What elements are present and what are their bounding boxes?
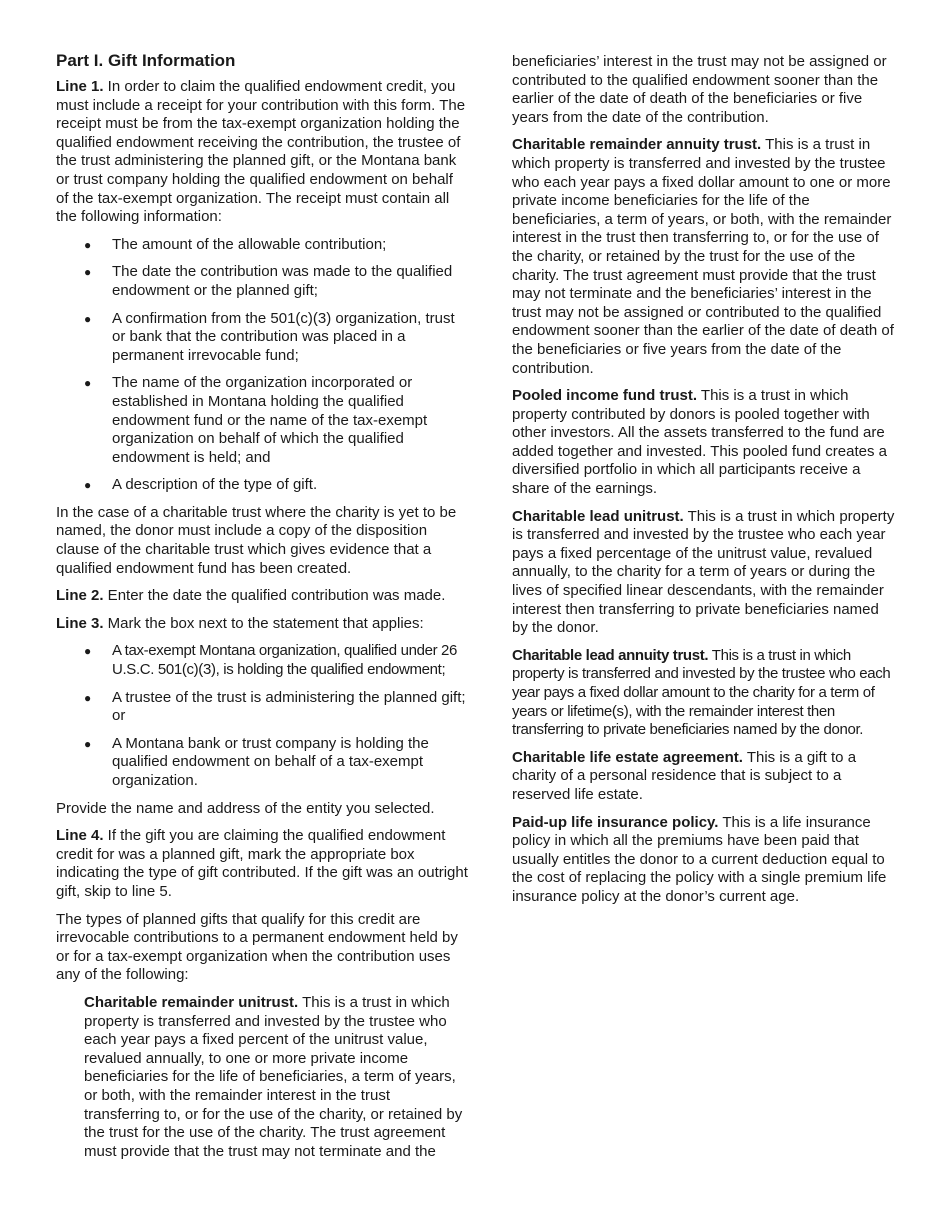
clut-text: This is a trust in which property is transferred and invested by the trustee who each year pays a fixed percentage of the unitrust value, revalued annually, to the charity for a term of years or during the lives of specified linear descendants, with the remainder interest then transferring to private beneficiaries named by the donor. bbox=[512, 507, 895, 637]
crat-paragraph bbox=[512, 136, 896, 378]
line2-label: Line 2. bbox=[56, 587, 104, 605]
trust-note-paragraph: In the case of a charitable trust where the charity is yet to be named, the donor must include a copy of the disposition clause of the charitable trust which gives evidence that a qualified endowment fund has been created. bbox=[56, 503, 457, 577]
pift-text: This is a trust in which property contributed by donors is pooled together with other investors. All the assets transferred to the fund are added together and invested. This pooled fund creates a diversified portfolio in which all participants receive a share of the earnings. bbox=[512, 387, 887, 498]
clea-paragraph bbox=[512, 749, 896, 805]
line4-text: If the gift you are claiming the qualified endowment credit for was a planned gift, mark the appropriate box indicating the type of gift contributed. If the gift was an outright gift, skip to line 5. bbox=[56, 827, 468, 900]
crat-text: This is a trust in which property is transferred and invested by the trustee who each year pays a fixed dollar amount to one or more private income beneficiaries for the life of the beneficiaries, a term of years, or both, with the remainder interest in the trust then transferring to, or for the use of the charity, or retained by the trust for the use of the charity. The trust agreement must provide that the trust may not terminate and the beneficiaries’ interest in the trust may not be assigned or contributed to the qualified endowment sooner than the earlier of the date of death of the beneficiaries or five years from the date of the contribution. bbox=[512, 136, 894, 377]
planned-gift-types-paragraph: The types of planned gifts that qualify for this credit are irrevocable contributions to a permanent endowment held by or for a tax-exempt organization when the contribution uses any of the following: bbox=[56, 910, 458, 984]
clat-label: Charitable lead annuity trust. bbox=[512, 646, 709, 664]
list-item: ● The name of the organization incorporated or established in Montana holding the qualified endowment fund or the name of the tax-exempt organization on behalf of which the qualified endowment is held; and bbox=[56, 374, 468, 467]
pift-label: Pooled income fund trust. bbox=[512, 387, 698, 405]
list-item: ● A description of the type of gift. bbox=[56, 476, 468, 495]
section-heading: Part I. Gift Information bbox=[56, 51, 236, 70]
crut-text: This is a trust in which property is transferred and invested by the trustee who each year pays a fixed percent of the unitrust value, revalued annually, to one or more private income beneficiaries for the life of beneficiaries, a term of years, or both, with the remainder interest in the trust transferring to, or for the use of the charity, or retained by the trust for the use of the charity. The trust agreement must provide that the trust may not terminate and the bbox=[84, 993, 463, 1160]
line1-label: Line 1. bbox=[56, 78, 104, 95]
line4-paragraph bbox=[56, 827, 468, 901]
line3-label: Line 3. bbox=[56, 614, 104, 632]
pulip-paragraph bbox=[512, 814, 896, 907]
line1-paragraph bbox=[56, 78, 468, 227]
line3-paragraph bbox=[56, 615, 468, 634]
clea-text: This is a gift to a charity of a personal residence that is subject to a reserved life estate. bbox=[512, 748, 857, 803]
right-column bbox=[512, 53, 896, 916]
clea-label: Charitable life estate agreement. bbox=[512, 748, 743, 766]
receipt-requirements-list bbox=[56, 236, 468, 495]
line3-options-list bbox=[56, 642, 468, 790]
pulip-text: This is a life insurance policy in which all the premiums have been paid that usually entitles the donor to a current deduction equal to the cost of replacing the policy with a single premium life insurance policy at the donor’s current age. bbox=[512, 813, 887, 905]
clut-paragraph bbox=[512, 508, 896, 638]
clat-text: This is a trust in which property is transferred and invested by the trustee who each year pays a fixed dollar amount to the charity for a term of years or lifetime(s), with the remainder interest then transferring to private beneficiaries named by the donor. bbox=[512, 646, 891, 739]
list-item: ● A confirmation from the 501(c)(3) organization, trust or bank that the contribution was placed in a permanent irrevocable fund; bbox=[56, 310, 468, 366]
crut-paragraph bbox=[56, 994, 468, 1161]
line1-text: In order to claim the qualified endowment credit, you must include a receipt for your contribution with this form. The receipt must be from the tax-exempt organization holding the qualified endowment receiving the contribution, the trustee of the trust administering the planned gift, or the Montana bank or trust company holding the qualified endowment on behalf of the tax-exempt organization. The receipt must contain all the following information: bbox=[56, 78, 466, 226]
line2-paragraph bbox=[56, 587, 468, 606]
crut-label: Charitable remainder unitrust. bbox=[84, 993, 299, 1011]
line2-text: Enter the date the qualified contribution was made. bbox=[103, 587, 446, 605]
line4-label: Line 4. bbox=[56, 827, 104, 845]
clat-paragraph bbox=[512, 647, 896, 740]
pulip-label: Paid-up life insurance policy. bbox=[512, 813, 719, 831]
list-item: ● The date the contribution was made to the qualified endowment or the planned gift; bbox=[56, 263, 468, 300]
left-column bbox=[56, 50, 468, 1170]
crat-label: Charitable remainder annuity trust. bbox=[512, 136, 762, 154]
list-item: ● A Montana bank or trust company is holding the qualified endowment on behalf of a tax-exempt organization. bbox=[56, 735, 468, 791]
crut-continued-paragraph: beneficiaries’ interest in the trust may not be assigned or contributed to the qualified endowment sooner than the earlier of the date of death of the beneficiaries or five years from the date of the contribution. bbox=[512, 53, 887, 126]
list-item: ● A trustee of the trust is administering the planned gift; or bbox=[56, 689, 468, 726]
list-item: ● A tax-exempt Montana organization, qualified under 26 U.S.C. 501(c)(3), is holding the qualified endowment; bbox=[56, 642, 468, 679]
list-item: ● The amount of the allowable contribution; bbox=[56, 236, 468, 255]
line3-text: Mark the box next to the statement that applies: bbox=[103, 614, 424, 632]
provide-paragraph: Provide the name and address of the entity you selected. bbox=[56, 799, 435, 817]
clut-label: Charitable lead unitrust. bbox=[512, 507, 684, 525]
pift-paragraph bbox=[512, 387, 896, 499]
